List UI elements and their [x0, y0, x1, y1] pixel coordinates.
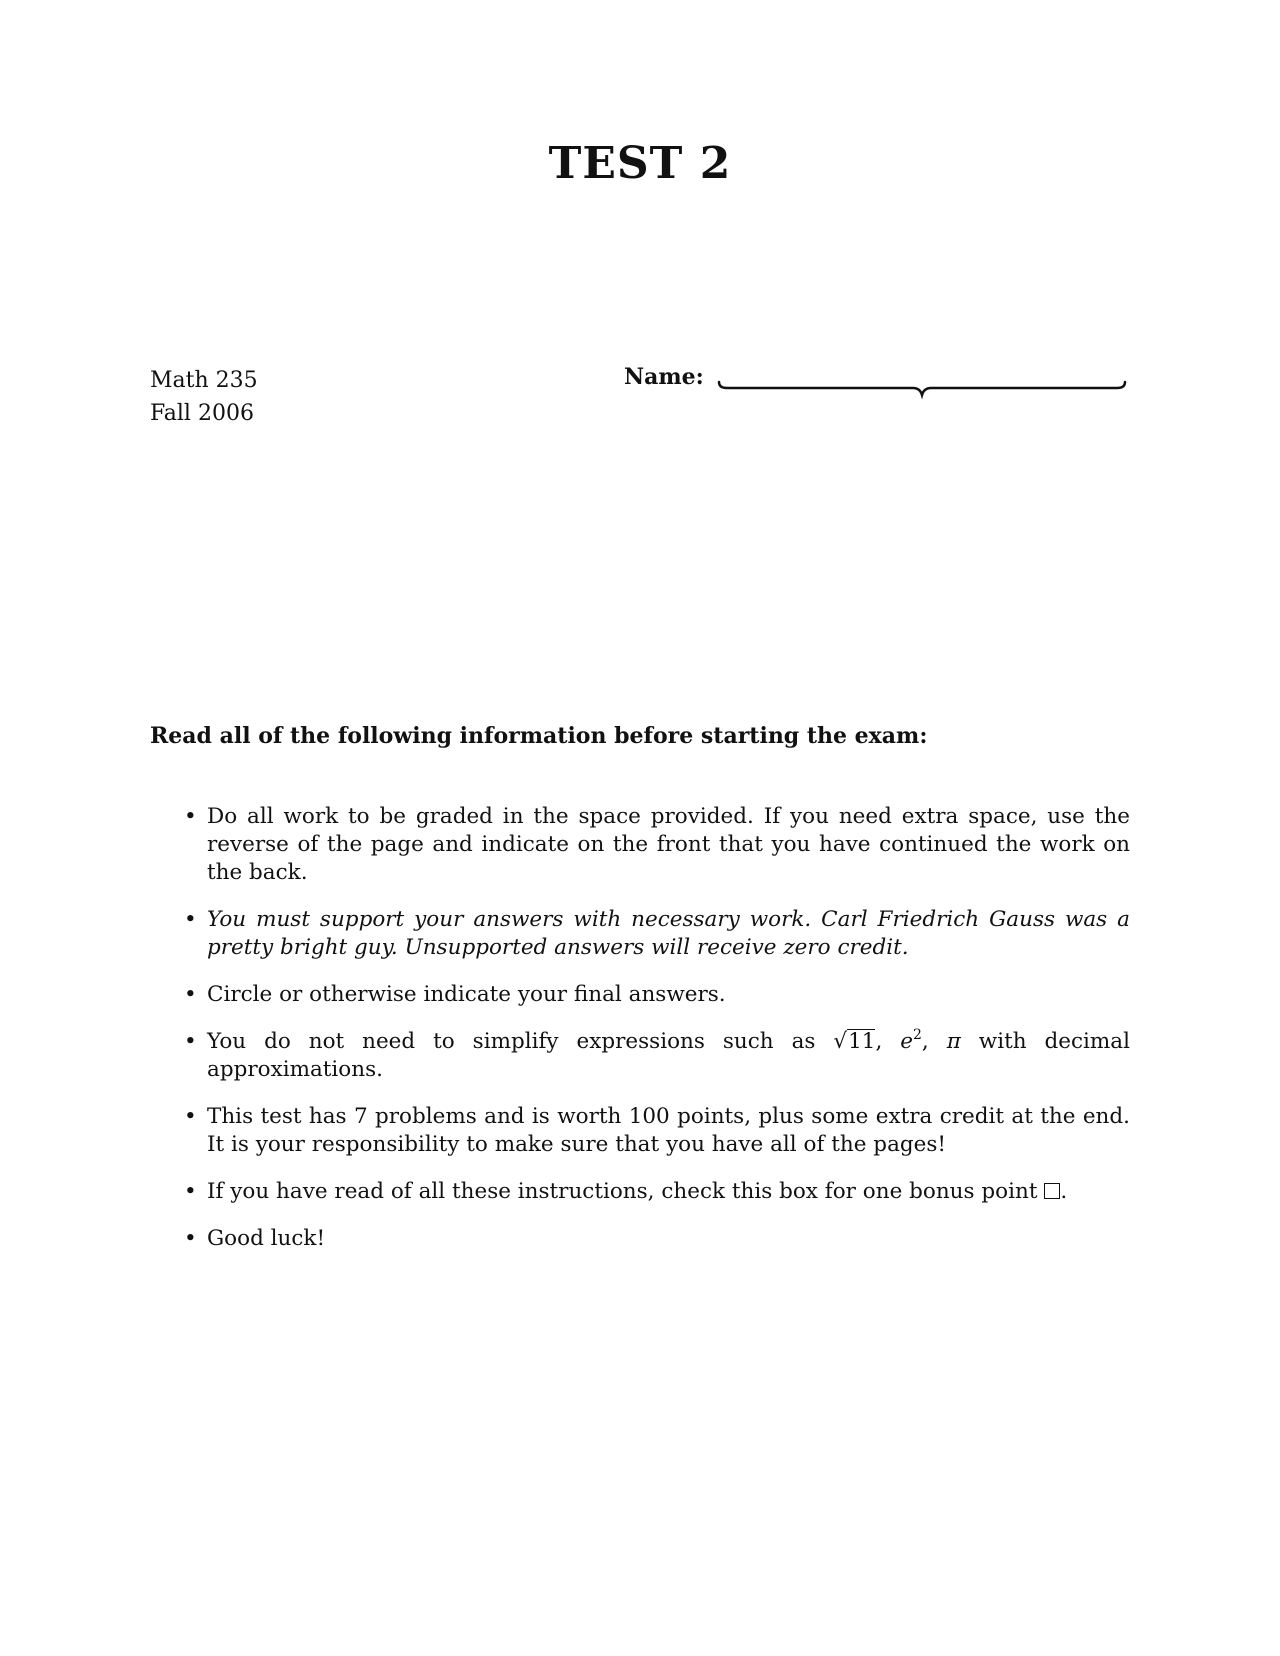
- instruction-item: [150, 1103, 1130, 1159]
- instruction-text: [207, 1029, 1130, 1082]
- text-fragment: If you have read of all these instructions, check this box for one bonus point: [207, 1179, 1045, 1204]
- name-label: Name:: [624, 364, 704, 390]
- bullet-icon: •: [184, 1029, 197, 1054]
- instruction-item: [150, 1028, 1130, 1084]
- text-fragment: .: [1060, 1179, 1068, 1204]
- name-field[interactable]: [717, 380, 1127, 402]
- instruction-text: Good luck!: [207, 1226, 326, 1251]
- instruction-text: [207, 1179, 1067, 1204]
- instruction-item: [150, 906, 1130, 962]
- test-title: TEST 2: [548, 138, 732, 189]
- bullet-icon: •: [184, 982, 197, 1007]
- course-info: [150, 364, 258, 430]
- instruction-text: Do all work to be graded in the space provided. If you need extra space, use the reverse of the page and indicate on the front that you have continued the work on the back.: [207, 804, 1130, 885]
- bullet-icon: •: [184, 804, 197, 829]
- text-fragment: ,: [921, 1029, 947, 1054]
- instruction-item: [150, 981, 1130, 1009]
- bullet-icon: •: [184, 1104, 197, 1129]
- instruction-item: [150, 803, 1130, 887]
- bullet-icon: •: [184, 907, 197, 932]
- course-name: Math 235: [150, 368, 258, 393]
- bullet-icon: •: [184, 1179, 197, 1204]
- instructions-list: [150, 803, 1130, 1272]
- bullet-icon: •: [184, 1226, 197, 1251]
- sqrt-radicand: 11: [848, 1029, 876, 1054]
- sqrt-symbol: √: [833, 1029, 848, 1054]
- instruction-text: Circle or otherwise indicate your final answers.: [207, 982, 726, 1007]
- bonus-checkbox[interactable]: [1044, 1183, 1060, 1199]
- course-term: Fall 2006: [150, 401, 254, 426]
- text-fragment: You do not need to simplify expressions such as: [207, 1029, 834, 1054]
- instruction-item: [150, 1178, 1130, 1206]
- instruction-text: This test has 7 problems and is worth 100 points, plus some extra credit at the end. It is your responsibility to make sure that you have all of the pages!: [207, 1104, 1130, 1157]
- math-pi: π: [946, 1029, 961, 1054]
- instruction-text: You must support your answers with necessary work. Carl Friedrich Gauss was a pretty bright guy. Unsupported answers will receive zero credit.: [207, 907, 1130, 960]
- text-fragment: ,: [875, 1029, 901, 1054]
- instruction-item: [150, 1225, 1130, 1253]
- math-e: e: [900, 1029, 913, 1054]
- instructions-heading: Read all of the following information before starting the exam:: [150, 723, 928, 749]
- text-fragment: with decimal approximations.: [207, 1029, 1131, 1082]
- math-exponent: 2: [912, 1027, 922, 1043]
